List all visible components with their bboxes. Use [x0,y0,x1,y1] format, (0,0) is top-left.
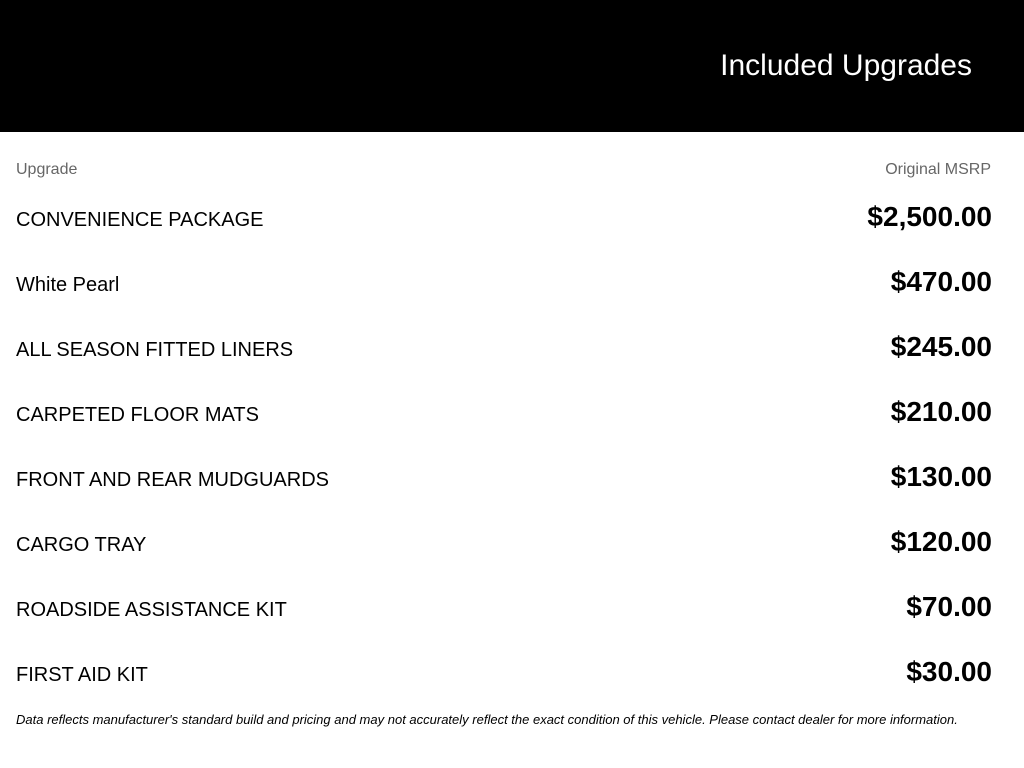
upgrade-name: CARGO TRAY [16,534,147,556]
upgrade-name: CONVENIENCE PACKAGE [16,209,264,231]
table-row [0,185,1024,250]
upgrade-name: White Pearl [16,274,120,296]
table-row [0,380,1024,445]
page-title: Included Upgrades [720,49,972,82]
table-row [0,640,1024,705]
table-row [0,445,1024,510]
table-row [0,250,1024,315]
upgrade-price: $470.00 [890,266,992,297]
table-row [0,315,1024,380]
upgrade-price: $70.00 [906,591,992,622]
column-header-msrp: Original MSRP [885,161,991,178]
table-row [0,510,1024,575]
upgrade-price: $30.00 [906,656,992,687]
disclaimer-text: Data reflects manufacturer's standard build and pricing and may not accurately reflect the exact condition of this vehicle. Please contact dealer for more information. [16,712,958,727]
upgrade-name: ALL SEASON FITTED LINERS [16,339,294,361]
header-bar [0,0,1024,132]
upgrade-name: CARPETED FLOOR MATS [16,404,259,426]
upgrades-list [0,185,1024,705]
column-header-upgrade: Upgrade [16,161,78,178]
upgrade-name: FRONT AND REAR MUDGUARDS [16,469,329,491]
upgrade-price: $120.00 [890,526,992,557]
upgrade-price: $245.00 [890,331,992,362]
table-row [0,575,1024,640]
upgrade-name: FIRST AID KIT [16,664,148,686]
upgrade-name: ROADSIDE ASSISTANCE KIT [16,599,287,621]
upgrade-price: $210.00 [890,396,992,427]
upgrade-price: $130.00 [890,461,992,492]
upgrade-price: $2,500.00 [867,201,992,232]
